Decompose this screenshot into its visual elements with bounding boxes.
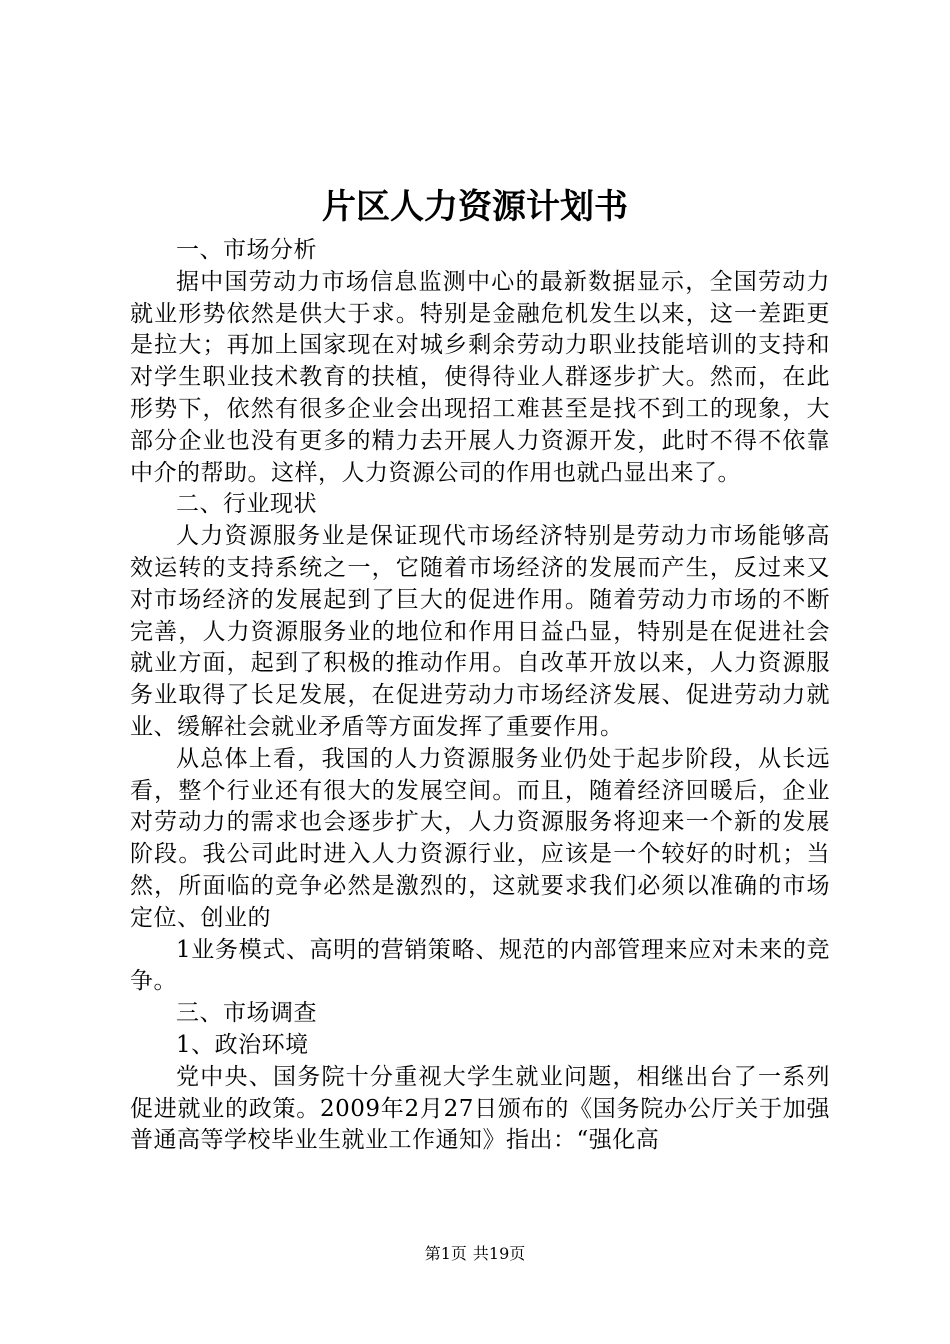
section-heading-market-analysis: 一、市场分析 <box>176 237 317 263</box>
paragraph-political-environment: 党中央、国务院十分重视大学生就业问题，相继出台了一系列促进就业的政策。2009年2月27日颁布的《国务院办公厅关于加强普通高等学校毕业生就业工作通知》指出：“强化高 <box>130 1063 830 1154</box>
page-footer <box>0 1242 950 1266</box>
paragraph-industry-status: 人力资源服务业是保证现代市场经济特别是劳动力市场能够高效运转的支持系统之一，它随着市场经济的发展而产生，反过来又对市场经济的发展起到了巨大的促进作用。随着劳动力市场的不断完善，人力资源服务业的地位和作用日益凸显，特别是在促进社会就业方面，起到了积极的推动作用。自改革开放以来，人力资源服务业取得了长足发展，在促进劳动力市场经济发展、促进劳动力就业、缓解社会就业矛盾等方面发挥了重要作用。 <box>130 523 830 740</box>
section-heading-market-survey: 三、市场调查 <box>176 1000 317 1027</box>
section-heading-industry-status: 二、行业现状 <box>176 491 317 518</box>
subsection-heading-political-environment: 1、政治环境 <box>176 1031 309 1058</box>
document-title: 片区人力资源计划书 <box>322 187 628 227</box>
paragraph-market-analysis: 据中国劳动力市场信息监测中心的最新数据显示，全国劳动力就业形势依然是供大于求。特别是金融危机发生以来，这一差距更是拉大；再加上国家现在对城乡剩余劳动力职业技能培训的支持和对学生职业技术教育的扶植，使得待业人群逐步扩大。然而，在此形势下，依然有很多企业会出现招工难甚至是找不到工的现象，大部分企业也没有更多的精力去开展人力资源开发，此时不得不依靠中介的帮助。这样，人力资源公司的作用也就凸显出来了。 <box>130 268 830 486</box>
document-body <box>130 235 830 1157</box>
paragraph-business-model: 1业务模式、高明的营销策略、规范的内部管理来应对未来的竞争。 <box>130 936 830 995</box>
page-number: 第1页 <box>424 1244 467 1263</box>
page-total: 共19页 <box>472 1244 526 1263</box>
paragraph-overall-view: 从总体上看，我国的人力资源服务业仍处于起步阶段，从长远看，整个行业还有很大的发展空间。而且，随着经济回暖后，企业对劳动力的需求也会逐步扩大，人力资源服务将迎来一个新的发展阶段。我公司此时进入人力资源行业，应该是一个较好的时机；当然，所面临的竞争必然是激烈的，这就要求我们必须以准确的市场定位、创业的 <box>130 745 830 931</box>
